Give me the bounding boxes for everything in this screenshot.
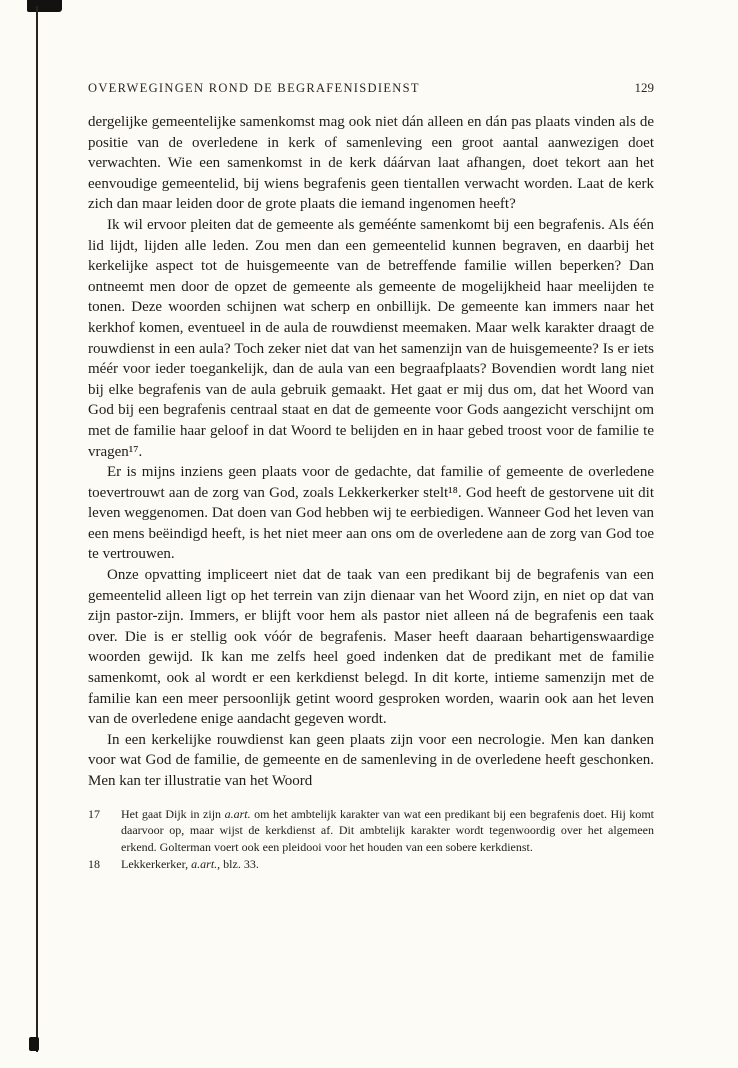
footnote bbox=[88, 856, 654, 873]
footnote-text: Het gaat Dijk in zijn a.art. om het ambtelijk karakter van wat een predikant bij een begrafenis doet. Hij komt daarvoor op, maar wijst de kerkdienst af. Dit ambtelijk karakter wordt tegenwoordig over het algemeen erkend. Golterman voert ook een pleidooi voor het houden van een sobere kerkdienst. bbox=[121, 806, 654, 855]
paragraph: In een kerkelijke rouwdienst kan geen plaats zijn voor een necrologie. Men kan danken voor wat God de familie, de gemeente en de samenleving in de overledene heeft geschonken. Men kan ter illustratie van het Woord bbox=[88, 731, 654, 789]
paragraph: Ik wil ervoor pleiten dat de gemeente als geméénte samenkomt bij een begrafenis. Als één lid lijdt, lijden alle leden. Zou men dan een gemeentelid kunnen begraven, en daarbij het kerkelijke aspect tot de huisgemeente van de betreffende familie willen beperken? Dan ontneemt men door de opzet de gemeente als gemeente de mogelijkheid haar meelijden te tonen. Deze woorden schijnen wat scherp en onbillijk. De gemeente kan immers naar het kerkhof komen, eventueel in de aula de rouwdienst meemaken. Maar welk karakter draagt de rouwdienst in een aula? Toch zeker niet dat van het samenzijn van de huisgemeente? Is er iets méér voor ieder toegankelijk, dan de aula van een begraafplaats? Bovendien wordt lang niet bij elke begrafenis van de aula gebruik gemaakt. Het gaat er mij dus om, dat het Woord van God bij een begrafenis centraal staat en dat de gemeente voor Gods aangezicht verschijnt om met de familie haar geloof in dat Woord te belijden en in haar gebed troost voor de familie te vragen¹⁷. bbox=[88, 216, 654, 460]
paragraph: dergelijke gemeentelijke samenkomst mag ook niet dán alleen en dán pas plaats vinden als de positie van de overledene in kerk of samenleving een groot aantal aanwezigen doet verwachten. Wie een samenkomst in de kerk dáárvan laat afhangen, doet tekort aan het eenvoudige gemeentelid, bij wiens begrafenis geen tientallen verwacht worden. Laat de kerk zich dan maar leiden door de grote plaats die iemand ingenomen heeft? bbox=[88, 114, 654, 213]
footnote bbox=[88, 806, 654, 856]
footnote-text: Lekkerkerker, a.art., blz. 33. bbox=[121, 856, 259, 871]
running-title: OVERWEGINGEN ROND DE BEGRAFENISDIENST bbox=[88, 81, 420, 95]
paragraph: Er is mijns inziens geen plaats voor de gedachte, dat familie of gemeente de overledene toevertrouwt aan de zorg van God, zoals Lekkerkerker stelt¹⁸. God heeft de gestorvene uit dit leven weggenomen. Dat doen van God hebben wij te eerbiedigen. Wanneer God het leven van een mens beëindigd heeft, is het niet meer aan ons om de overledene aan de zorg van God toe te vertrouwen. bbox=[88, 464, 654, 563]
paragraph: Onze opvatting impliceert niet dat de taak van een predikant bij de begrafenis van een gemeentelid alleen ligt op het terrein van zijn dienaar van het Woord zijn, en niet op dat van zijn pastor-zijn. Immers, er blijft voor hem als pastor niet alleen ná de begrafenis een taak over. Die is er stellig ook vóór de begrafenis. Maser heeft daaraan behartigenswaardige woorden gewijd. Ik kan me zelfs heel goed indenken dat de predikant met de familie samenkomt, ook al wordt er een kerkdienst belegd. In dit korte, intieme samenzijn met de familie kan een meer persoonlijk getint woord gesproken worden, waarin ook aan het leven van de overledene enige aandacht gegeven wordt. bbox=[88, 567, 654, 728]
footnote-number: 18 bbox=[88, 856, 100, 871]
footnotes bbox=[88, 806, 654, 873]
page-number: 129 bbox=[634, 80, 654, 95]
running-head bbox=[88, 80, 654, 96]
body-text bbox=[88, 112, 654, 792]
scan-artifact-top bbox=[27, 0, 62, 12]
footnote-number: 17 bbox=[88, 806, 100, 821]
scan-artifact-bottom bbox=[29, 1037, 39, 1051]
page-content bbox=[88, 80, 654, 873]
scan-artifact-left-edge-line bbox=[36, 6, 38, 1052]
